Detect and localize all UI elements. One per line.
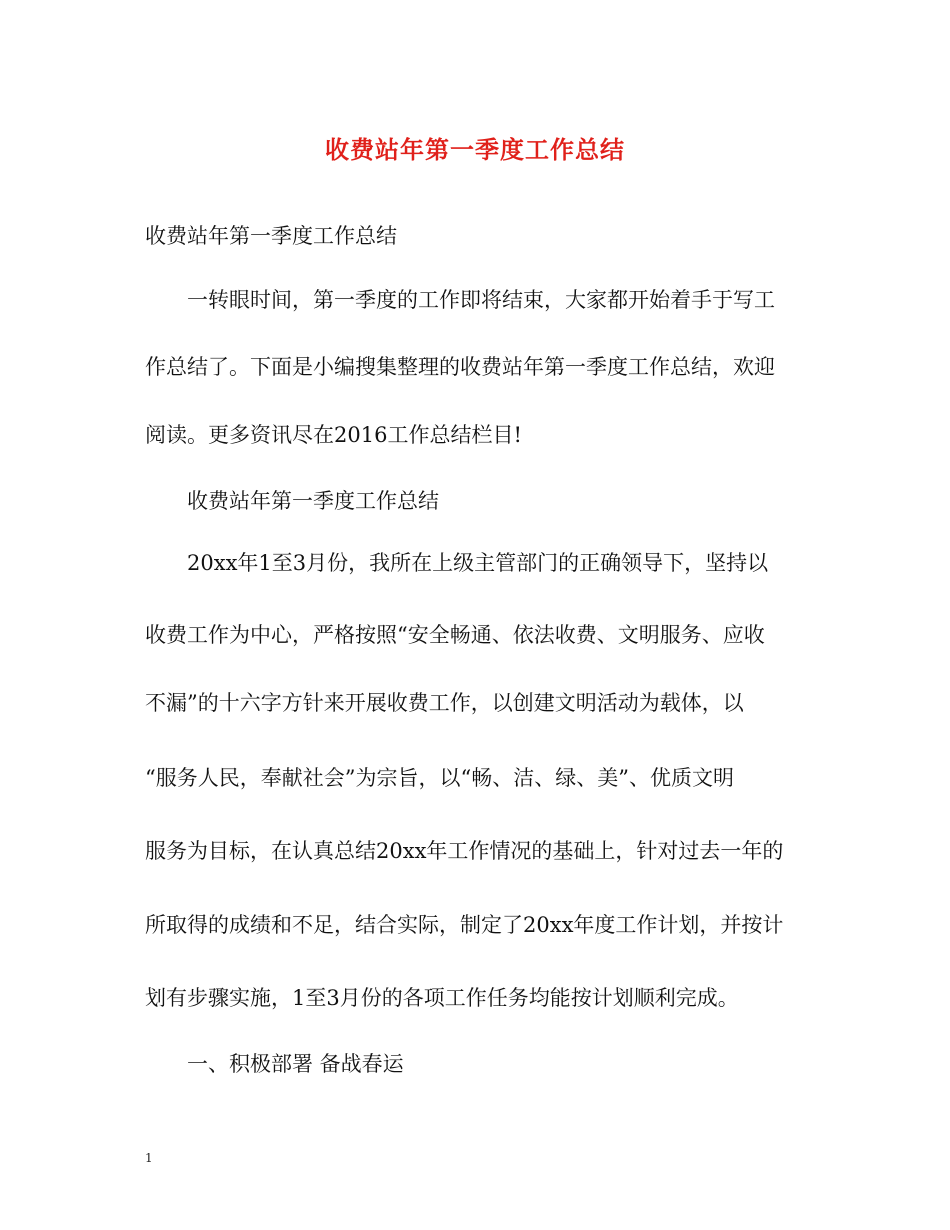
text-line-3: 作总结了。下面是小编搜集整理的收费站年第一季度工作总结，欢迎 <box>145 355 775 379</box>
text-line-6: 20xx年1至3月份，我所在上级主管部门的正确领导下，坚持以 <box>187 551 769 575</box>
text-line-11: 所取得的成绩和不足，结合实际，制定了20xx年度工作计划，并按计 <box>145 913 784 937</box>
text-line-13: 一、积极部署 备战春运 <box>187 1052 404 1076</box>
text-line-8: 不漏”的十六字方针来开展收费工作，以创建文明活动为载体，以 <box>145 691 744 715</box>
text-line-5: 收费站年第一季度工作总结 <box>187 489 439 513</box>
text-line-2: 一转眼时间，第一季度的工作即将结束，大家都开始着手于写工 <box>187 288 775 312</box>
text-line-10: 服务为目标，在认真总结20xx年工作情况的基础上，针对过去一年的 <box>145 839 784 863</box>
text-line-1: 收费站年第一季度工作总结 <box>145 224 397 248</box>
text-line-7: 收费工作为中心，严格按照“安全畅通、依法收费、文明服务、应收 <box>145 623 765 647</box>
text-line-12: 划有步骤实施，1至3月份的各项工作任务均能按计划顺利完成。 <box>145 986 739 1010</box>
text-line-4: 阅读。更多资讯尽在2016工作总结栏目! <box>145 423 522 447</box>
page-number: 1 <box>145 1151 153 1165</box>
text-line-9: “服务人民，奉献社会”为宗旨，以“畅、洁、绿、美”、优质文明 <box>145 766 734 790</box>
document-title: 收费站年第一季度工作总结 <box>325 135 625 164</box>
